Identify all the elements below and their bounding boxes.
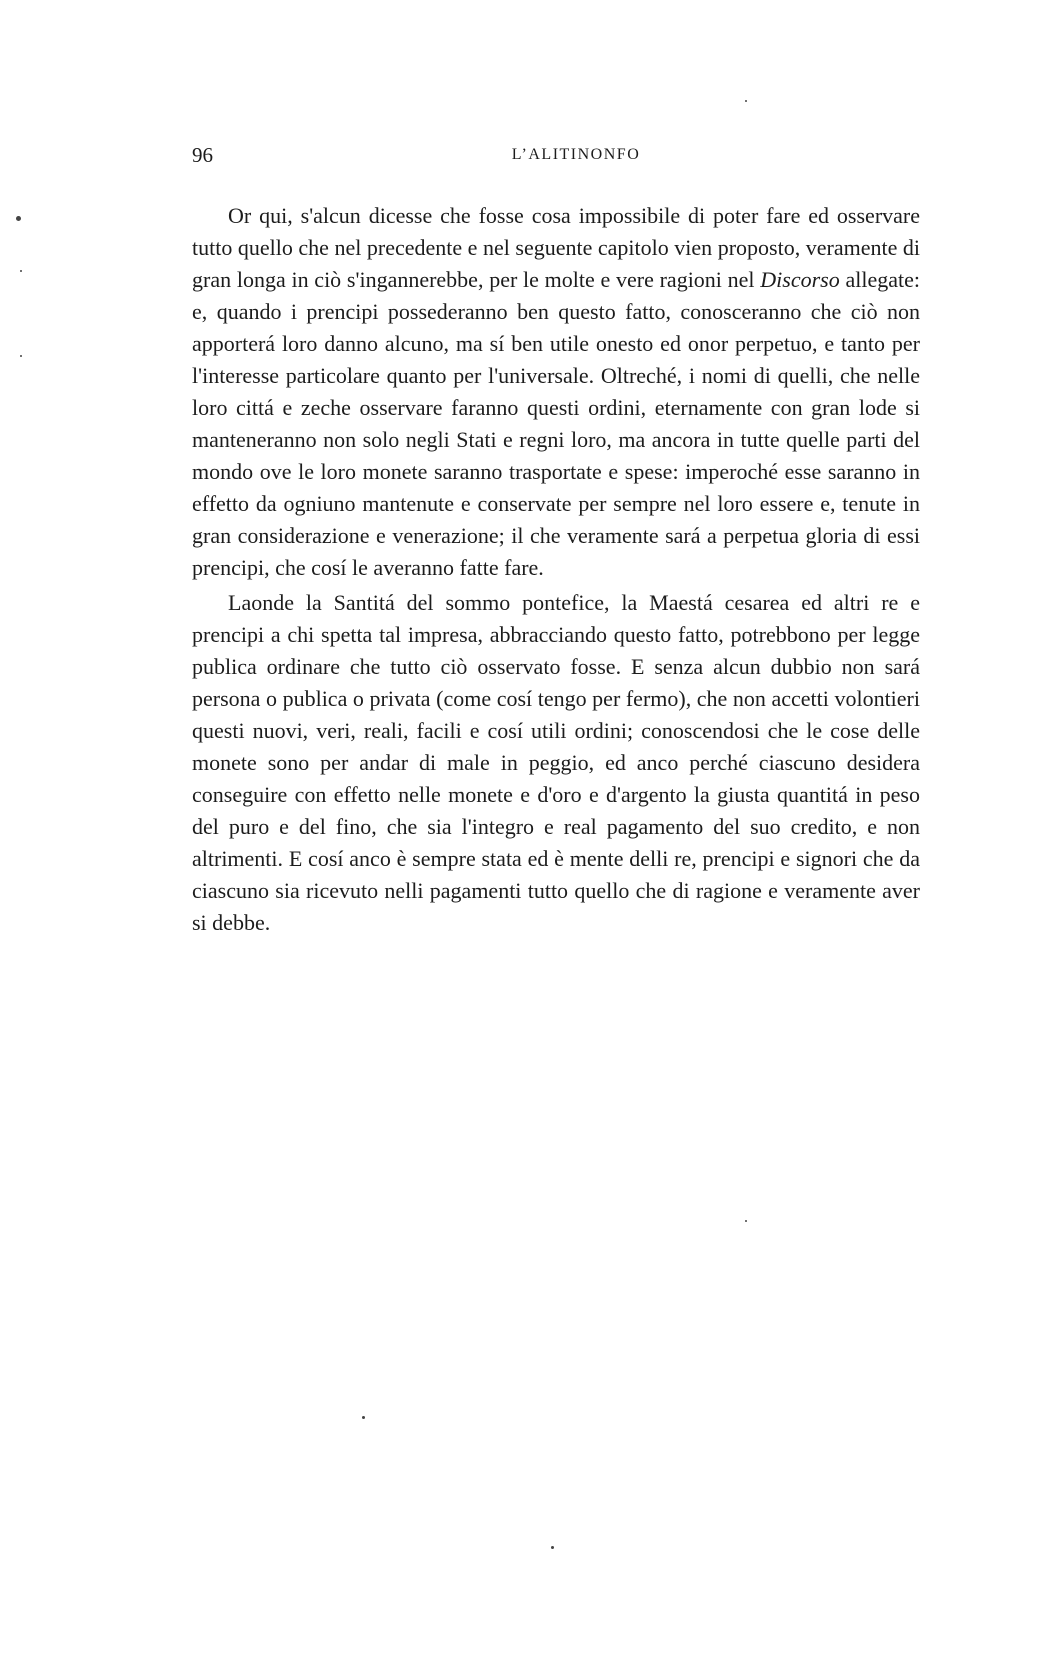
running-head xyxy=(192,140,920,170)
scan-speck xyxy=(745,100,747,102)
scan-speck xyxy=(745,1220,747,1222)
scan-speck xyxy=(16,216,21,221)
body-text xyxy=(192,200,920,939)
scan-speck xyxy=(20,270,22,272)
paragraph-2 xyxy=(192,587,920,939)
scan-speck xyxy=(20,355,22,357)
paragraph-1-text-a: Or qui, s'alcun dicesse che fosse cosa impossibile di poter fare ed osservare tutto quello che nel precedente e nel seguente capitolo vien proposto, veramente di gran longa in ciò s'ingannerebbe, per le molte e vere ragioni nel xyxy=(192,203,920,292)
scan-speck xyxy=(551,1546,554,1549)
paragraph-2-text: Laonde la Santitá del sommo pontefice, la Maestá cesarea ed altri re e prencipi a chi spetta tal impresa, abbracciando questo fatto, potrebbono per legge publica ordinare che tutto ciò osservato fosse. E senza alcun dubbio non sará persona o publica o privata (come cosí tengo per fermo), che non accetti volontieri questi nuovi, veri, reali, facili e cosí utili ordini; conoscendosi che le cose delle monete sono per andar di male in peggio, ed anco perché ciascuno desidera conseguire con effetto nelle monete e d'oro e d'argento la giusta quantitá in peso del puro e del fino, che sia l'integro e real pagamento del suo credito, e non altrimenti. E cosí anco è sempre stata ed è mente delli re, prencipi e signori che da ciascuno sia ricevuto nelli pagamenti tutto quello che di ragione e veramente aver si debbe. xyxy=(192,590,920,935)
page-number: 96 xyxy=(192,143,213,167)
paragraph-1-italic-title: Discorso xyxy=(760,267,840,292)
paragraph-1 xyxy=(192,200,920,584)
running-title: L’ALITINONFO xyxy=(511,146,641,163)
scan-speck xyxy=(362,1416,365,1419)
paragraph-1-text-b: allegate: e, quando i prencipi possederanno ben questo fatto, conosceranno che ciò non apporterá loro danno alcuno, ma sí ben utile onesto ed onor perpetuo, e tanto per l'interesse particolare quanto per l'universale. Oltreché, i nomi di quelli, che nelle loro cittá e zeche osservare faranno questi ordini, eternamente con gran lode si manteneranno non solo negli Stati e regni loro, ma ancora in tutte quelle parti del mondo ove le loro monete saranno trasportate e spese: imperoché esse saranno in effetto da ogniuno mantenute e conservate per sempre nel loro essere e, tenute in gran considerazione e venerazione; il che veramente sará a perpetua gloria di essi prencipi, che cosí le averanno fatte fare. xyxy=(192,267,920,580)
